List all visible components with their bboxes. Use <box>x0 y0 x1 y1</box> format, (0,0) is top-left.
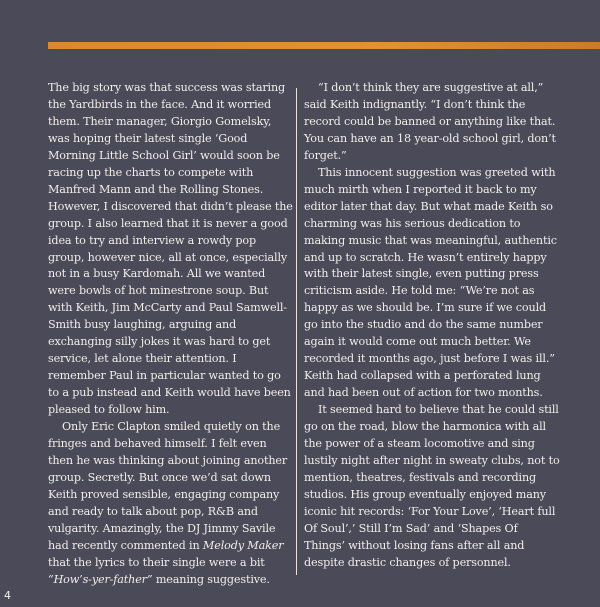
column-divider <box>296 88 297 575</box>
quoted-phrase: “How’s-yer-father” <box>48 572 153 586</box>
paragraph-right-3: It seemed hard to believe that he could still go on the road, blow the harmonica with all the power of a steam locomotive and sing lustily night after night in sweaty clubs, not to mention, theatres, festivals and recording studios. His group eventually enjoyed many iconic hit records: ‘For Your Love’, ‘Heart full Of Soul’,’ Still I’m Sad’ and ‘Shapes Of Things’ without losing fans after all and despite drastic changes of personnel. <box>304 403 560 569</box>
paragraph-left-2-text-b: that the lyrics to their single were a bit <box>48 555 265 569</box>
paragraph-left-1 <box>48 80 294 419</box>
right-text-column <box>304 80 560 572</box>
paragraph-left-2 <box>48 419 294 589</box>
page-number: 4 <box>4 589 11 602</box>
left-text-column <box>48 80 294 589</box>
paragraph-left-2-text-a: Only Eric Clapton smiled quietly on the fringes and behaved himself. I felt even then he was thinking about joining another group. Secretly. But once we’d sat down Keith proved sensible, engaging company and ready to talk about pop, R&B and vulgarity. Amazingly, the DJ Jimmy Savile had recently commented in <box>48 420 288 552</box>
paragraph-left-1-text: The big story was that success was staring the Yardbirds in the face. And it worried them. Their manager, Giorgio Gomelsky, was hoping their latest single ‘Good Morning Little School Girl’ would soon be racing up the charts to compete with Manfred Mann and the Rolling Stones. However, I discovered that didn’t please the group. I also learned that it is never a good idea to try and interview a rowdy pop group, however nice, all at once, especially not in a busy Kardomah. All we wanted were bowls of hot minestrone soup. But with Keith, Jim McCarty and Paul Samwell-Smith busy laughing, arguing and exchanging silly jokes it was hard to get service, let alone their attention. I remember Paul in particular wanted to go to a pub instead and Keith would have been pleased to follow him. <box>48 81 293 417</box>
accent-rule <box>48 42 600 49</box>
paragraph-right-2: This innocent suggestion was greeted with much mirth when I reported it back to my editor later that day. But what made Keith so charming was his serious dedication to making music that was meaningful, authentic and up to scratch. He wasn’t entirely happy with their latest single, even putting press criticism aside. He told me: “We’re not as happy as we should be. I’m sure if we could go into the studio and do the same number again it would come out much better. We recorded it months ago, just before I was ill.” Keith had collapsed with a perforated lung and had been out of action for two months. <box>304 165 557 400</box>
paragraph-right-1: “I don’t think they are suggestive at all,” said Keith indignantly. “I don’t think the record could be banned or anything like that. You can have an 18 year-old school girl, don’t forget.” <box>304 81 556 162</box>
paragraph-left-2-text-c: meaning suggestive. <box>152 572 270 586</box>
publication-title: Melody Maker <box>202 538 284 552</box>
